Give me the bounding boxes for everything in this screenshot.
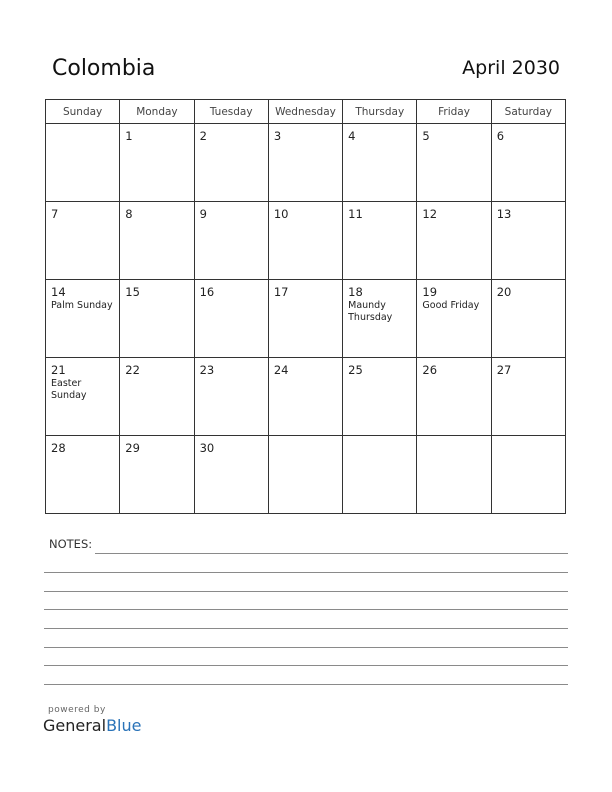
day-cell [417,124,491,202]
day-cell [46,280,120,358]
holiday-label [492,299,565,300]
holiday-label [343,221,416,222]
week-row [46,358,566,436]
day-number: 3 [273,129,282,143]
day-number: 14 [51,285,66,299]
holiday-label [269,143,342,144]
holiday-label: Palm Sunday [51,300,113,311]
day-cell [343,436,417,514]
day-cell [417,280,491,358]
day-number: 22 [125,363,140,377]
calendar-grid [45,99,566,514]
weekday-header: Tuesday [194,100,268,124]
weekday-header: Sunday [46,100,120,124]
holiday-label [492,441,565,442]
holiday-label [195,377,268,378]
holiday-label [120,455,193,456]
holiday-label [195,221,268,222]
day-cell [120,124,194,202]
calendar-country-title: Colombia [52,56,156,81]
notes-label: NOTES: [49,537,93,551]
weekday-header: Wednesday [268,100,342,124]
holiday-label [417,441,490,442]
day-number: 23 [199,363,215,377]
holiday-label [195,455,268,456]
day-number: 30 [199,441,215,455]
day-cell [343,280,417,358]
holiday-label [120,221,193,222]
day-number: 1 [125,129,133,143]
day-number: 19 [422,285,438,299]
holiday-label [492,143,565,144]
holiday-label: Good Friday [422,300,480,311]
weekday-header-row [46,100,566,124]
day-cell [268,358,342,436]
day-number: 12 [422,207,438,221]
day-number: 27 [496,363,512,377]
holiday-label [46,455,119,456]
holiday-label [343,143,416,144]
day-cell [46,358,120,436]
day-cell [491,124,565,202]
holiday-label [120,377,193,378]
day-number: 18 [348,285,363,299]
holiday-label [120,299,193,300]
day-number: 8 [125,207,133,221]
day-number: 7 [51,207,59,221]
weekday-header: Thursday [343,100,417,124]
day-cell [194,124,268,202]
holiday-label [195,299,268,300]
day-cell [268,202,342,280]
day-number: 28 [51,441,66,455]
powered-by-text: powered by [48,705,106,715]
day-cell [491,436,565,514]
day-cell [120,358,194,436]
day-number: 16 [199,285,215,299]
notes-line [95,553,568,554]
holiday-label [46,129,119,130]
notes-line [44,628,568,629]
day-number: 4 [348,129,356,143]
day-number: 15 [125,285,140,299]
week-row [46,202,566,280]
day-cell [343,202,417,280]
weekday-header: Saturday [491,100,565,124]
day-cell [268,436,342,514]
notes-line [44,572,568,573]
holiday-label [269,441,342,442]
day-number: 9 [199,207,207,221]
day-number: 24 [273,363,289,377]
notes-line [44,647,568,648]
holiday-label [120,143,193,144]
holiday-label [343,377,416,378]
notes-line [44,684,568,685]
holiday-label [195,143,268,144]
day-cell [343,124,417,202]
day-cell [417,202,491,280]
day-cell [120,436,194,514]
brand-general: General [43,716,107,735]
notes-line [44,609,568,610]
day-cell [194,202,268,280]
holiday-label [269,377,342,378]
day-cell [417,436,491,514]
holiday-label [343,441,416,442]
week-row [46,124,566,202]
generalblue-logo [43,716,141,735]
day-cell [194,358,268,436]
day-number: 10 [273,207,289,221]
notes-line [44,591,568,592]
holiday-label: Easter Sunday [51,378,87,401]
day-cell [491,202,565,280]
day-cell [491,280,565,358]
calendar-month-title: April 2030 [462,57,560,79]
holiday-label [46,221,119,222]
holiday-label: Maundy Thursday [348,300,393,323]
brand-blue: Blue [106,716,142,735]
day-cell [46,202,120,280]
day-cell [343,358,417,436]
day-number: 2 [199,129,207,143]
day-cell [491,358,565,436]
week-row [46,436,566,514]
holiday-label [492,377,565,378]
day-cell [417,358,491,436]
day-cell [268,124,342,202]
day-cell [268,280,342,358]
day-number: 5 [422,129,430,143]
day-number: 11 [348,207,363,221]
notes-line [44,665,568,666]
week-row [46,280,566,358]
day-cell [46,124,120,202]
holiday-label [417,221,490,222]
day-number: 29 [125,441,140,455]
day-cell [120,202,194,280]
holiday-label [417,143,490,144]
day-cell [194,280,268,358]
day-number: 13 [496,207,512,221]
weekday-header: Monday [120,100,194,124]
day-number: 26 [422,363,438,377]
weekday-header: Friday [417,100,491,124]
holiday-label [417,377,490,378]
day-number: 17 [273,285,289,299]
day-cell [120,280,194,358]
day-number: 20 [496,285,512,299]
holiday-label [269,221,342,222]
holiday-label [269,299,342,300]
day-number: 6 [496,129,505,143]
day-number: 25 [348,363,363,377]
holiday-label [492,221,565,222]
day-cell [46,436,120,514]
day-number: 21 [51,363,66,377]
day-cell [194,436,268,514]
